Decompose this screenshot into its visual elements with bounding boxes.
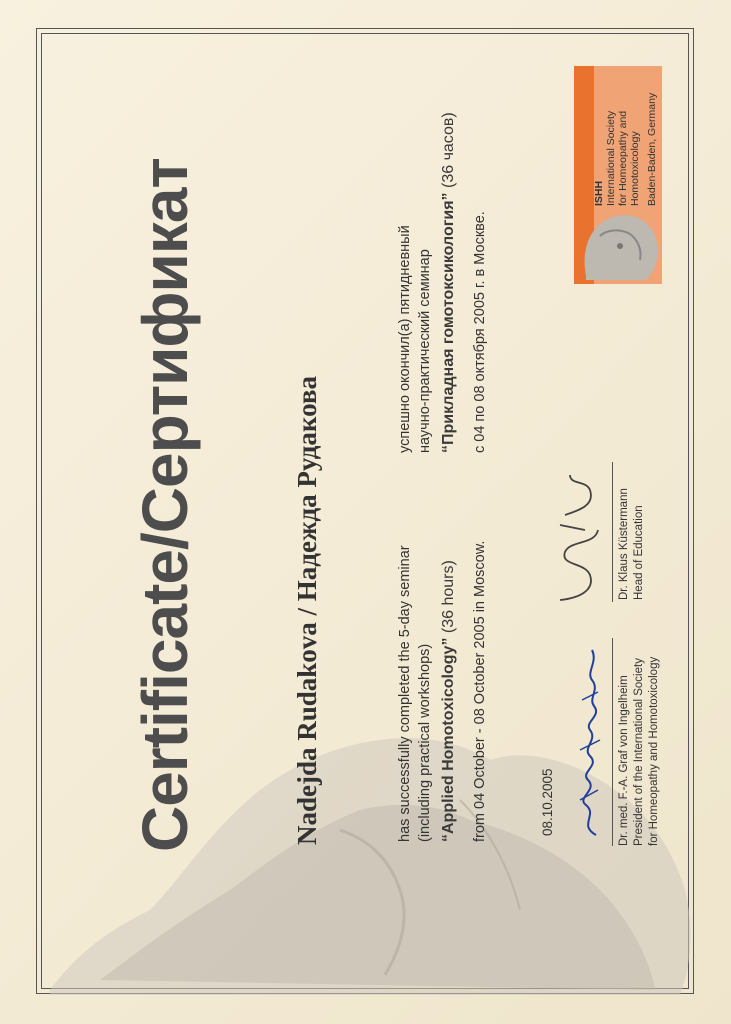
signature-2-line (612, 462, 613, 602)
signatory-2-name: Dr. Klaus Küstermann (618, 488, 630, 600)
logo-location: Baden-Baden, Germany (646, 92, 658, 206)
ishh-logo (574, 66, 662, 284)
logo-abbr: ISHH (593, 180, 605, 206)
russian-line-2: научно-практический семинар (417, 249, 433, 453)
english-line-1: has successfully completed the 5-day seminar (397, 545, 413, 842)
recipient-name: Nadejda Rudakova / Надежда Рудакова (292, 376, 322, 845)
russian-dates: с 04 по 08 октября 2005 г. в Москве. (472, 211, 488, 453)
english-course-name: “Applied Homotoxicology” (440, 637, 457, 842)
portrait-icon (576, 206, 662, 282)
issue-date: 08.10.2005 (540, 768, 555, 836)
logo-line-2: for Homeopathy and (617, 110, 629, 206)
signature-1-line (612, 638, 613, 846)
russian-course (438, 112, 460, 453)
english-dates: from 04 October - 08 October 2005 in Moscow. (472, 540, 488, 842)
signatory-1-title-1: President of the International Society (633, 658, 645, 846)
signatory-1-name: Dr. med. F.-A. Graf von Ingelheim (618, 675, 630, 846)
signature-2-icon (540, 470, 610, 610)
signatory-1-title-2: for Homeopathy and Homotoxicology (648, 656, 660, 846)
russian-line-1: успешно окончил(а) пятидневный (397, 225, 413, 453)
english-course (438, 560, 460, 842)
logo-line-3: Homotoxicology (629, 131, 641, 206)
english-course-hours: (36 hours) (440, 560, 457, 638)
russian-course-name: “Прикладная гомотоксикология” (440, 192, 457, 453)
signatory-2-title: Head of Education (633, 505, 645, 600)
russian-course-hours: (36 часов) (440, 112, 457, 193)
logo-line-1: International Society (605, 110, 617, 206)
signature-1-icon (568, 640, 608, 840)
certificate-title: Certificate/Сертификат (129, 158, 201, 852)
english-line-2: (including practical workshops) (417, 643, 433, 842)
